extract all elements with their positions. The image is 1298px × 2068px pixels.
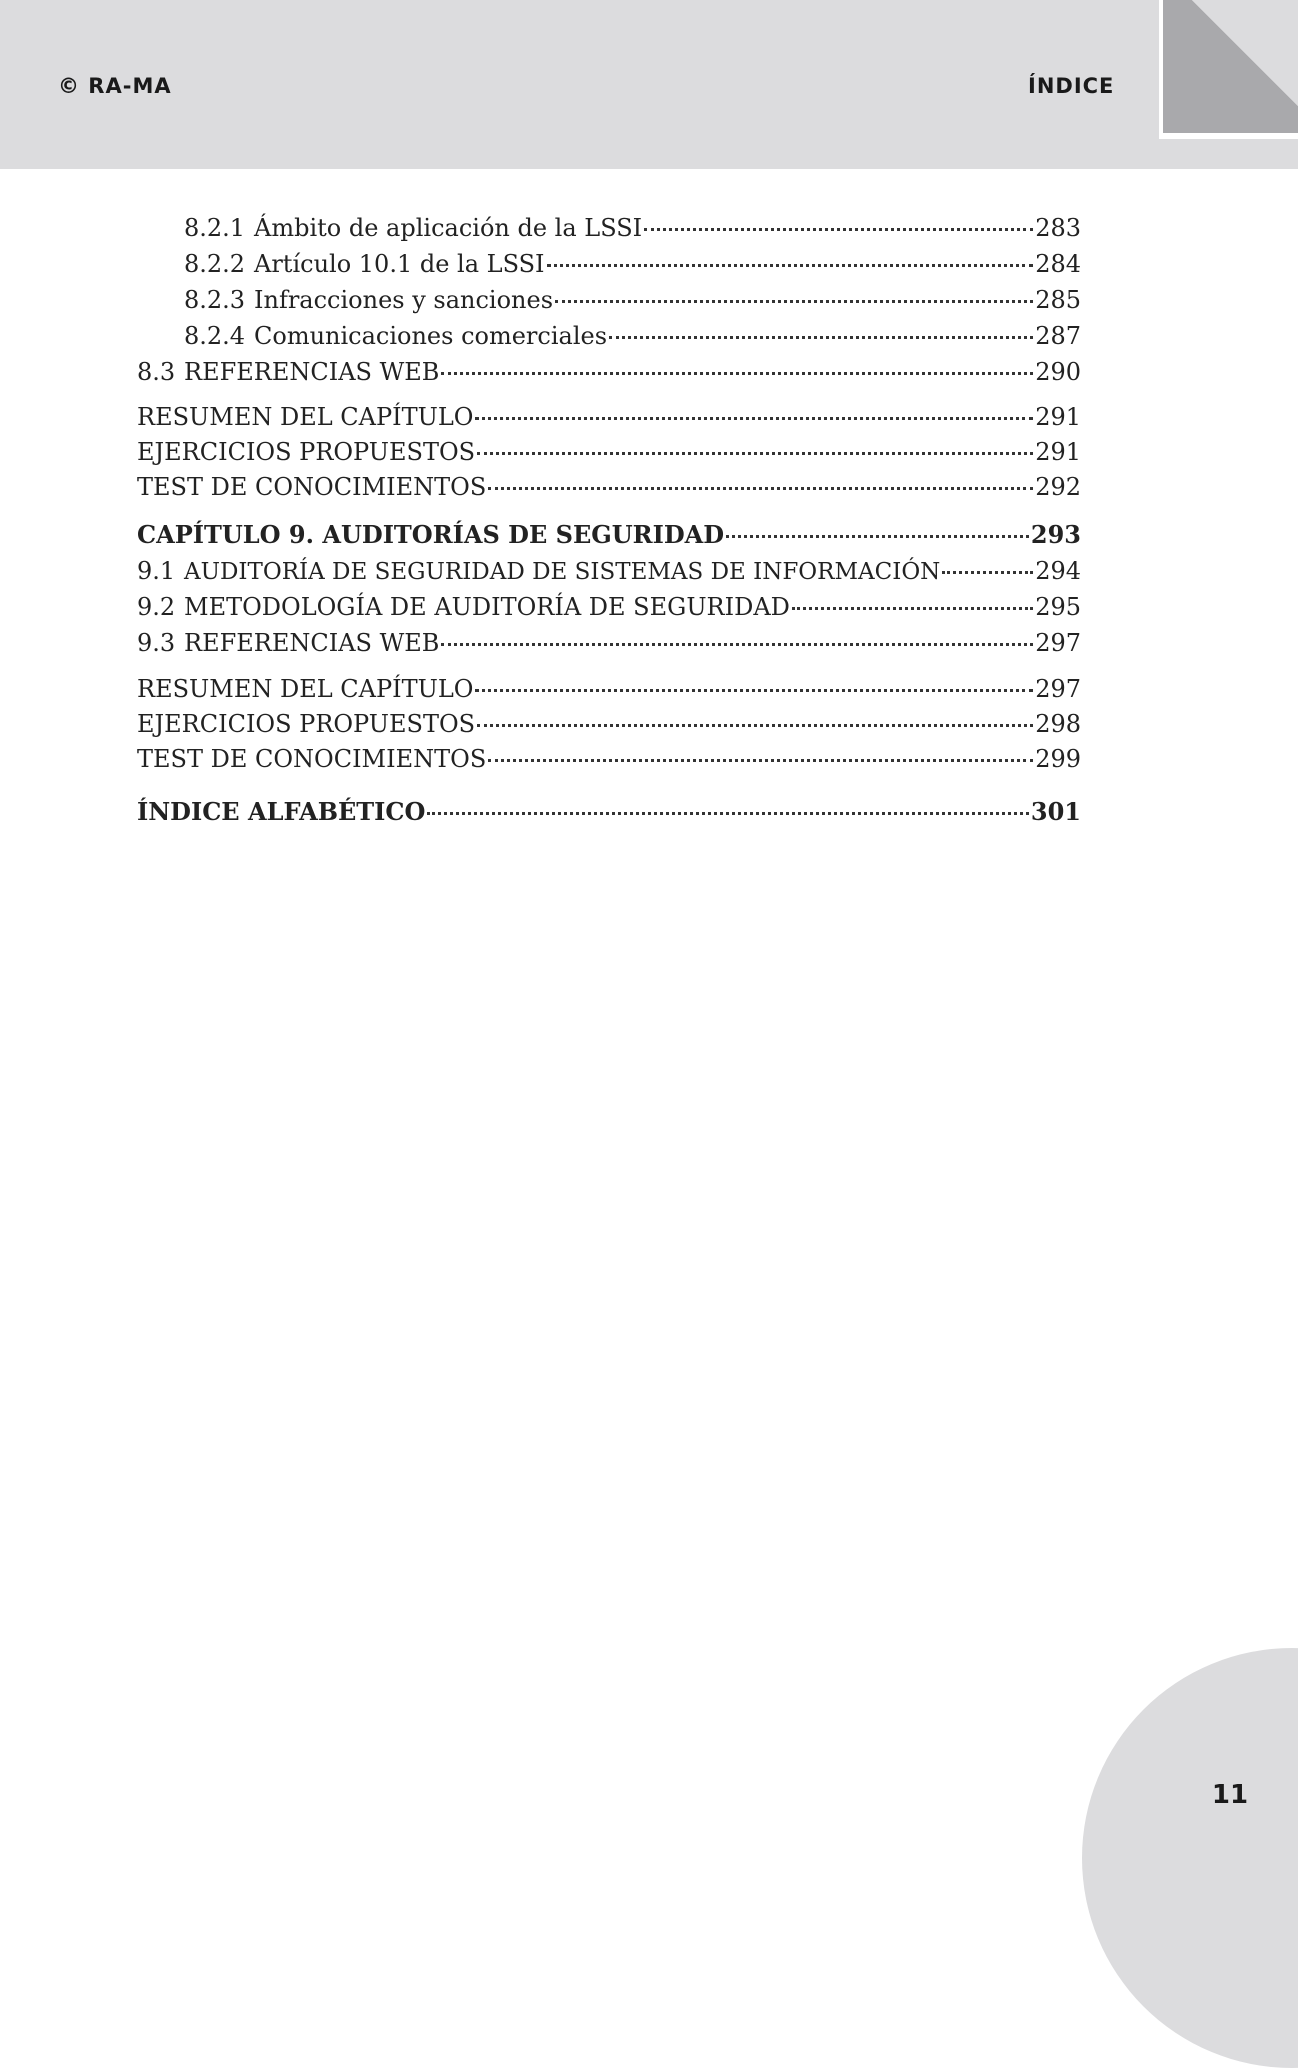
toc-entry-page: 299 bbox=[1035, 745, 1081, 773]
toc-entry[interactable] bbox=[137, 402, 1081, 432]
toc-entry-title: RESUMEN DEL CAPÍTULO bbox=[137, 403, 474, 431]
toc-entry-number: 8.2.2 bbox=[184, 250, 246, 278]
toc-entry-page: 297 bbox=[1035, 629, 1081, 657]
toc-entry[interactable] bbox=[184, 213, 1081, 243]
dot-leader bbox=[609, 336, 1033, 339]
toc-entry-title: EJERCICIOS PROPUESTOS bbox=[137, 438, 476, 466]
dot-leader bbox=[475, 417, 1033, 420]
toc-entry-number: 8.2.1 bbox=[184, 214, 246, 242]
toc-entry-number: 8.3 bbox=[137, 358, 176, 386]
toc-entry-title: METODOLOGÍA DE AUDITORÍA DE SEGURIDAD bbox=[184, 593, 790, 621]
dot-leader bbox=[942, 571, 1033, 574]
toc-entry-title: ÍNDICE ALFABÉTICO bbox=[137, 797, 426, 826]
toc-entry-page: 295 bbox=[1035, 593, 1081, 621]
toc-entry-title: CAPÍTULO 9. AUDITORÍAS DE SEGURIDAD bbox=[137, 520, 725, 549]
dot-leader bbox=[488, 759, 1033, 762]
toc-entry-title: TEST DE CONOCIMIENTOS bbox=[137, 473, 487, 501]
toc-entry-page: 298 bbox=[1035, 710, 1081, 738]
toc-entry-number: 9.3 bbox=[137, 629, 176, 657]
toc-entry-page: 291 bbox=[1035, 438, 1081, 466]
toc-entry[interactable] bbox=[137, 357, 1081, 387]
section-title: ÍNDICE bbox=[1028, 74, 1115, 98]
page-number: 11 bbox=[1211, 1780, 1249, 1810]
toc-entry[interactable] bbox=[184, 321, 1081, 351]
publisher-copyright: © RA-MA bbox=[58, 74, 172, 98]
dot-leader bbox=[792, 607, 1033, 610]
toc-entry[interactable] bbox=[137, 437, 1081, 467]
toc-entry[interactable] bbox=[137, 744, 1081, 774]
dot-leader bbox=[441, 372, 1033, 375]
toc-entry-title: AUDITORÍA DE SEGURIDAD DE SISTEMAS DE INFORMACIÓN bbox=[184, 559, 941, 585]
dot-leader bbox=[644, 228, 1033, 231]
toc-entry[interactable] bbox=[137, 592, 1081, 622]
toc-entry-title: REFERENCIAS WEB bbox=[184, 629, 440, 657]
toc-entry[interactable] bbox=[184, 249, 1081, 279]
toc-entry-title: Ámbito de aplicación de la LSSI bbox=[254, 214, 643, 242]
toc-entry[interactable] bbox=[184, 285, 1081, 315]
toc-entry-number: 8.2.3 bbox=[184, 286, 246, 314]
toc-entry-page: 292 bbox=[1035, 473, 1081, 501]
toc-entry-page: 291 bbox=[1035, 403, 1081, 431]
toc-chapter-entry[interactable] bbox=[137, 797, 1081, 827]
dot-leader bbox=[427, 812, 1029, 815]
toc-entry[interactable] bbox=[137, 709, 1081, 739]
toc-entry-title: Infracciones y sanciones bbox=[254, 286, 554, 314]
toc-entry-number: 9.2 bbox=[137, 593, 176, 621]
dot-leader bbox=[441, 643, 1033, 646]
toc-entry-page: 297 bbox=[1035, 675, 1081, 703]
toc-entry-page: 287 bbox=[1035, 322, 1081, 350]
toc-entry-title: EJERCICIOS PROPUESTOS bbox=[137, 710, 476, 738]
dot-leader bbox=[477, 452, 1033, 455]
toc-entry-title: Artículo 10.1 de la LSSI bbox=[254, 250, 545, 278]
dot-leader bbox=[726, 535, 1029, 538]
toc-entry[interactable] bbox=[137, 472, 1081, 502]
toc-entry-title: Comunicaciones comerciales bbox=[254, 322, 608, 350]
dot-leader bbox=[555, 300, 1033, 303]
dot-leader bbox=[477, 724, 1033, 727]
toc-entry-number: 8.2.4 bbox=[184, 322, 246, 350]
dot-leader bbox=[475, 689, 1033, 692]
toc-entry[interactable] bbox=[137, 674, 1081, 704]
toc-entry-title: TEST DE CONOCIMIENTOS bbox=[137, 745, 487, 773]
toc-entry-number: 9.1 bbox=[137, 557, 176, 585]
toc-entry-page: 293 bbox=[1030, 520, 1081, 549]
toc-entry[interactable] bbox=[137, 556, 1081, 587]
toc-entry-page: 301 bbox=[1030, 797, 1081, 826]
toc-chapter-entry[interactable] bbox=[137, 520, 1081, 550]
dot-leader bbox=[488, 487, 1033, 490]
dot-leader bbox=[547, 264, 1034, 267]
toc-entry-title: RESUMEN DEL CAPÍTULO bbox=[137, 675, 474, 703]
toc-entry-page: 294 bbox=[1035, 557, 1081, 585]
toc-entry[interactable] bbox=[137, 628, 1081, 658]
toc-entry-page: 290 bbox=[1035, 358, 1081, 386]
toc-entry-page: 284 bbox=[1035, 250, 1081, 278]
toc-entry-page: 285 bbox=[1035, 286, 1081, 314]
toc-entry-title: REFERENCIAS WEB bbox=[184, 358, 440, 386]
toc-entry-page: 283 bbox=[1035, 214, 1081, 242]
